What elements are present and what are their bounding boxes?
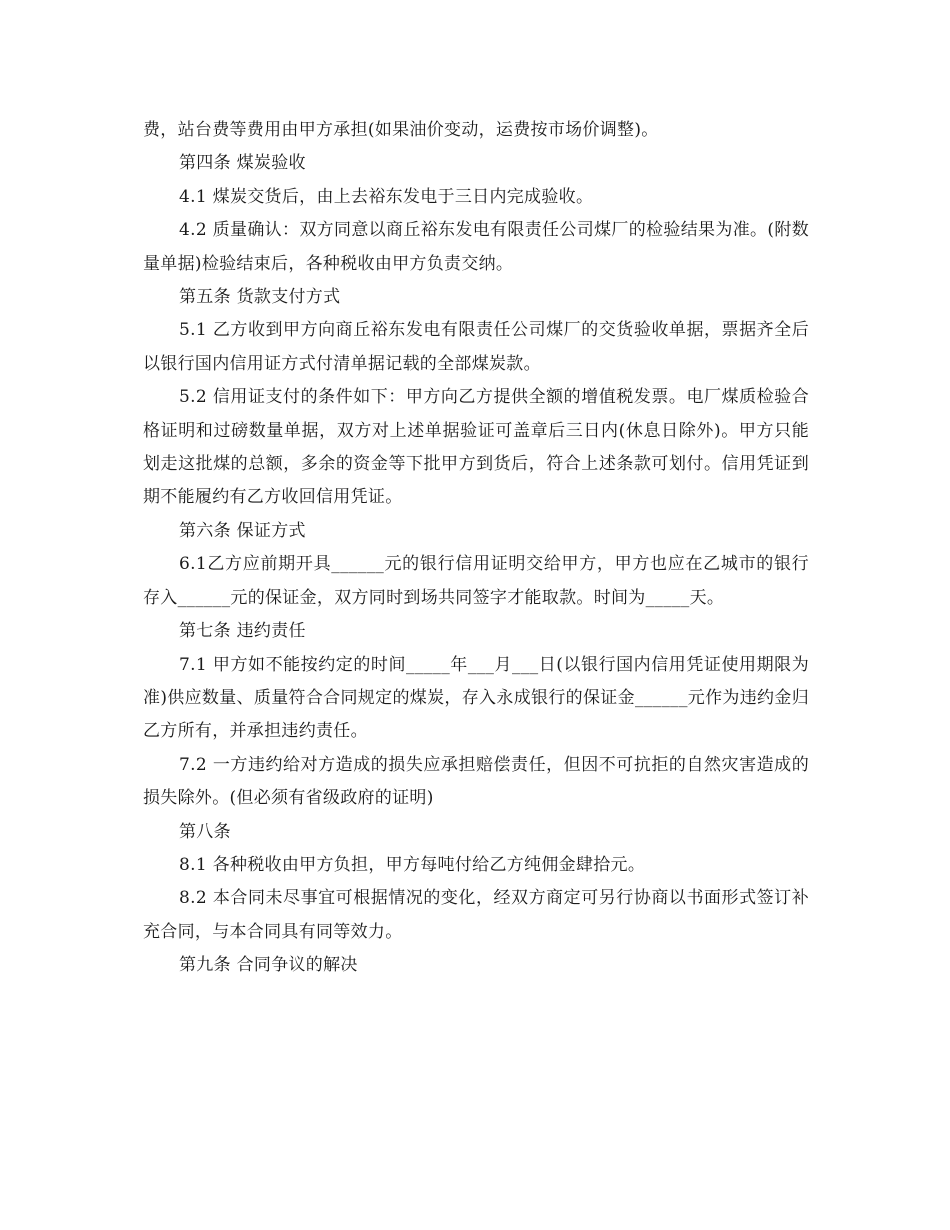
article-5-heading: 第五条 货款支付方式 [179, 287, 341, 308]
article-7-heading: 第七条 违约责任 [179, 621, 306, 642]
clause-4-1: 4.1 煤炭交货后，由上去裕东发电于三日内完成验收。 [179, 186, 594, 207]
clause-8-1: 8.1 各种税收由甲方负担，甲方每吨付给乙方纯佣金肆拾元。 [179, 854, 646, 875]
article-6-heading: 第六条 保证方式 [179, 520, 306, 541]
clause-6-1: 6.1乙方应前期开具______元的银行信用证明交给甲方，甲方也应在乙城市的银行存入______元的保证金，双方同时到场共同签字才能取款。时间为_____天。 [143, 554, 809, 608]
clause-4-2: 4.2 质量确认：双方同意以商丘裕东发电有限责任公司煤厂的检验结果为准。(附数量单据)检验结束后，各种税收由甲方负责交纳。 [143, 220, 809, 274]
clause-7-1: 7.1 甲方如不能按约定的时间_____年___月___日(以银行国内信用凭证使用期限为准)供应数量、质量符合合同规定的煤炭，存入永成银行的保证金______元作为违约金归乙方所有，并承担违约责任。 [143, 654, 809, 742]
article-9-heading: 第九条 合同争议的解决 [179, 955, 358, 976]
clause-5-1: 5.1 乙方收到甲方向商丘裕东发电有限责任公司煤厂的交货验收单据，票据齐全后以银行国内信用证方式付清单据记载的全部煤炭款。 [143, 320, 809, 374]
clause-7-2: 7.2 一方违约给对方造成的损失应承担赔偿责任，但因不可抗拒的自然灾害造成的损失除外。(但必须有省级政府的证明) [143, 754, 809, 809]
document-body [143, 114, 809, 983]
clause-8-2: 8.2 本合同未尽事宜可根据情况的变化，经双方商定可另行协商以书面形式签订补充合同，与本合同具有同等效力。 [143, 888, 809, 942]
paragraph-fees-continuation: 费，站台费等费用由甲方承担(如果油价变动，运费按市场价调整)。 [143, 120, 659, 140]
article-8-heading: 第八条 [179, 821, 231, 842]
article-4-heading: 第四条 煤炭验收 [179, 153, 306, 174]
clause-5-2: 5.2 信用证支付的条件如下：甲方向乙方提供全额的增值税发票。电厂煤质检验合格证明和过磅数量单据，双方对上述单据验证可盖章后三日内(休息日除外)。甲方只能划走这批煤的总额，多余的资金等下批甲方到货后，符合上述条款可划付。信用凭证到期不能履约有乙方收回信用凭证。 [143, 387, 809, 508]
